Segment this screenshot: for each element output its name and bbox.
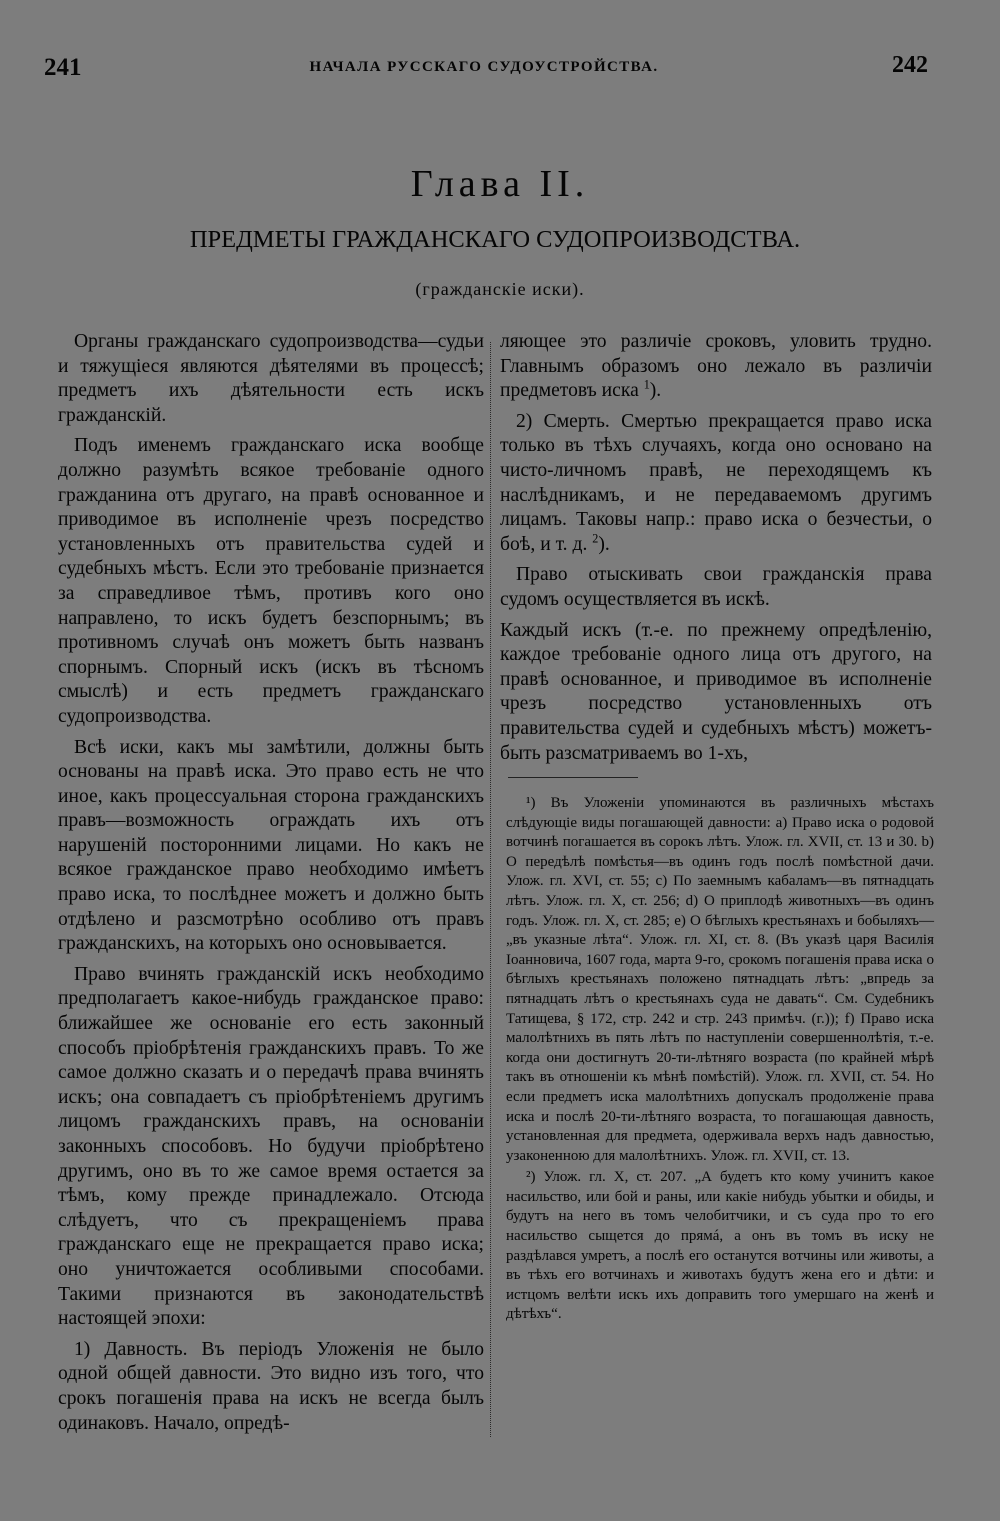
paragraph: Всѣ иски, какъ мы замѣтили, должны быть основаны на правѣ иска. Это право есть не что иное, какъ процессуальная сторона гражданскихъ правъ—возможность ограждать ихъ отъ нарушеній посторонними лицами. Но какъ не всякое гражданское право необходимо имѣетъ право иска, то послѣднее можетъ и должно быть отдѣлено и разсмотрѣно особливо отъ правъ гражданскихъ, на которыхъ оно основывается. [58,736,484,955]
paragraph: 1) Давность. Въ періодъ Уложенія не было одной общей давности. Это видно изъ того, что срокъ погашенія права на искъ не всегда былъ одинаковъ. Начало, опредѣ- [58,1338,484,1434]
paragraph: Органы гражданскаго судопроизводства—судьи и тяжущіеся являются дѣятелями въ процессѣ; предметъ ихъ дѣятельности есть искъ гражданскій. [58,331,484,426]
paragraph [500,330,932,404]
chapter-heading: Глава II. [410,163,590,205]
footnote-ref: 2 [592,531,599,546]
paragraph-text: ляющее это различіе сроковъ, уловить трудно. Главнымъ образомъ оно лежало въ различіи предметовъ иска [500,331,932,402]
footnotes [506,794,934,1325]
paragraph: Каждый искъ (т.-е. по прежнему опредѣленію, каждое требованіе одного лица отъ другого, на правѣ основанное, и приводимое въ исполненіе чрезъ посредство установленныхъ отъ правительства судей и судебныхъ мѣстъ) можетъ-быть разсматриваемъ во 1-хъ, [500,619,932,764]
paragraph: Право вчинять гражданскій искъ необходимо предполагаетъ какое-нибудь гражданское право: ближайшее же основаніе его есть законный способъ пріобрѣтенія гражданскихъ правъ. То же самое должно сказать и о передачѣ права вчинять искъ; она совпадаетъ съ пріобрѣтеніемъ другимъ лицомъ гражданскихъ правъ, на основаніи законныхъ способовъ. Но будучи пріобрѣтено другимъ, оно въ то же самое время остается за тѣмъ, кому прежде принадлежало. Отсюда слѣдуетъ, что съ прекращеніемъ права гражданскаго еще не прекращается право иска; оно уничтожается особливыми способами. Такими признаются въ законодательствѣ настоящей эпохи: [58,963,484,1330]
column-divider [490,342,491,1437]
running-title: НАЧАЛА РУССКАГО СУДОУСТРОЙСТВА. [309,59,659,75]
paragraph-end: ). [598,533,610,555]
section-subtitle: (гражданскіе иски). [415,279,585,299]
paragraph: Подъ именемъ гражданскаго иска вообще должно разумѣть всякое требованіе одного гражданина отъ другаго, на правѣ основанное и приводимое въ исполненіе чрезъ посредство установленныхъ отъ правительства судей и судебныхъ мѣстъ. Если это требованіе признается за справедливое тѣмъ, противъ кого оно направлено, то искъ будетъ безспорнымъ; въ противномъ случаѣ онъ можетъ быть названъ спорнымъ. Спорный искъ (искъ въ тѣсномъ смыслѣ) и есть предметъ гражданскаго судопроизводства. [58,435,484,727]
footnote-separator [508,777,638,778]
paragraph-text: 2) Смерть. Смертью прекращается право иска только въ тѣхъ случаяхъ, когда оно основано на чисто-личномъ правѣ, не переходящемъ къ наслѣдникамъ, и не передаваемомъ другимъ лицамъ. Таковы напр.: право иска о безчестьи, о боѣ, и т. д. [500,410,932,555]
footnote-ref: 1 [643,377,650,392]
footnote: ¹) Въ Уложеніи упоминаются въ различныхъ мѣстахъ слѣдующіе виды погашающей давности: а) Право иска о родовой вотчинѣ погашается въ сорокъ лѣтъ. Улож. гл. XVII, ст. 13 и 30. b) О передѣлѣ помѣстья—въ одинъ годъ послѣ помѣстной дачи. Улож. гл. XVI, ст. 55; c) По заемнымъ кабаламъ—въ пятнадцать лѣтъ. Улож. гл. X, ст. 256; d) О приплодѣ животныхъ—въ одинъ годъ. Улож. гл. X, ст. 285; e) О бѣглыхъ крестьянахъ и бобыляхъ—„въ указные лѣта“. Улож. гл. XI, ст. 8. (Въ указѣ царя Василія Іоанновича, 1607 года, марта 9-го, срокомъ погашенія права иска о бѣглыхъ крестьянахъ положено пятнадцать лѣтъ: „впредь за пятнадцать лѣтъ о крестьянахъ суда не давать“. См. Судебникъ Татищева, § 172, стр. 242 и стр. 243 примѣч. (г.)); f) Право иска малолѣтнихъ въ пять лѣтъ по наступленіи совершеннолѣтія, т.-е. когда они достигнутъ 20-ти-лѣтняго возраста (по крайней мѣрѣ такъ въ отношеніи къ мѣнѣ помѣстій). Улож. гл. XVII, ст. 54. Но если предметъ иска малолѣтнихъ допускалъ продолженіе права иска и послѣ 20-ти-лѣтняго возраста, то погашающая давность, установленная для предмета, одерживала верхъ надъ давностью, узаконенною для малолѣтнихъ. Улож. гл. XVII, ст. 13. [506,795,934,1164]
left-column [58,330,484,1442]
page-number-left: 241 [44,54,82,81]
paragraph: Право отыскивать свои гражданскія права судомъ осуществляется въ искѣ. [500,564,932,610]
running-head [38,52,930,84]
paragraph-end: ). [649,380,662,402]
section-title: ПРЕДМЕТЫ ГРАЖДАНСКАГО СУДОПРОИЗВОДСТВА. [189,226,801,253]
page-number-right: 242 [892,52,928,78]
paragraph [500,410,932,558]
footnote: ²) Улож. гл. X, ст. 207. „А будетъ кто кому учинитъ какое насильство, или бой и раны, или какіе нибудь убытки и обиды, и будутъ на него въ томъ челобитчики, и съ суда про то его насильство сыщется до прямá, а онъ въ томъ въ иску не раздѣлався умретъ, а послѣ его останутся вотчины или животы, а въ тѣхъ его вотчинахъ и животахъ будутъ жена его и дѣти: и истцомъ велѣти искъ ихъ доправить того умершаго на женѣ и дѣтѣхъ“. [506,1169,934,1323]
right-column [500,330,932,766]
